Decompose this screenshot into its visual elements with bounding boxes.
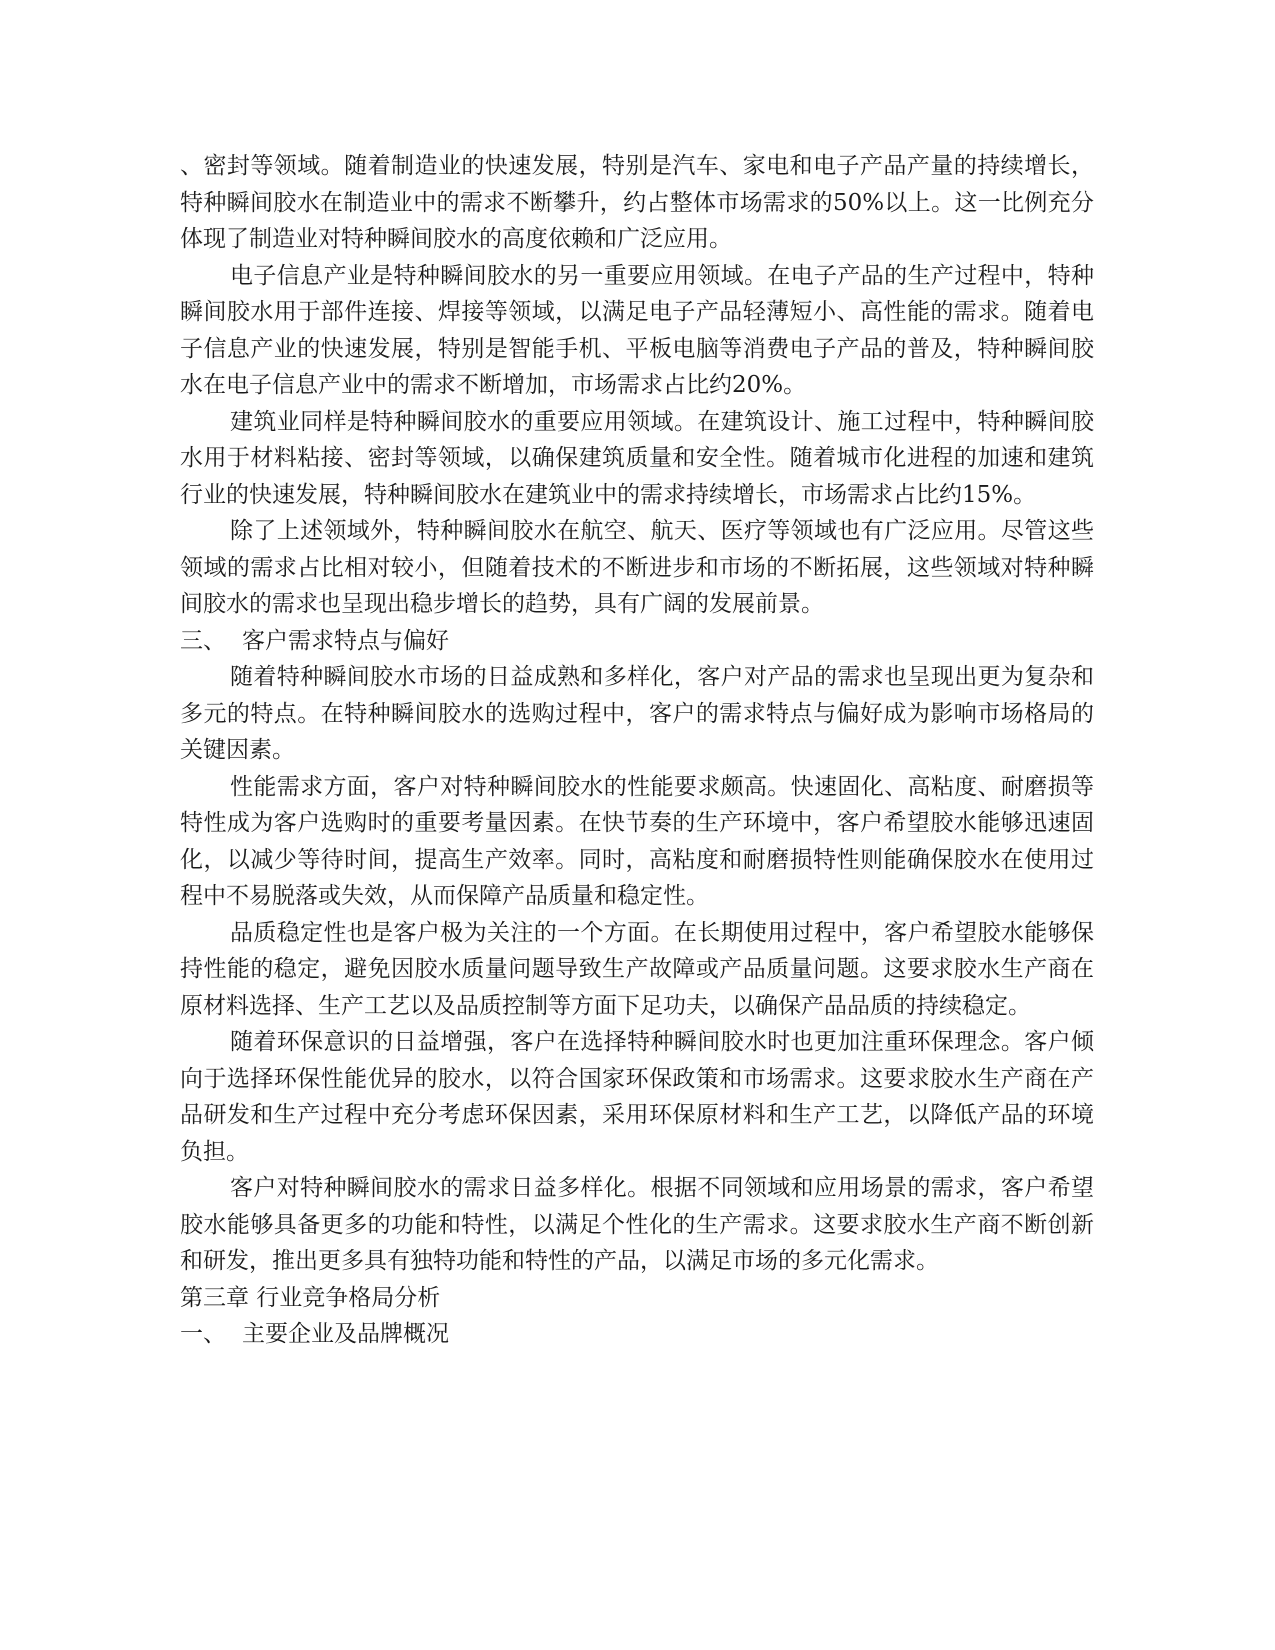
paragraph-other-fields: 除了上述领域外，特种瞬间胶水在航空、航天、医疗等领域也有广泛应用。尽管这些领域的需求占比相对较小，但随着技术的不断进步和市场的不断拓展，这些领域对特种瞬间胶水的需求也呈现出稳步增长的趋势，具有广阔的发展前景。: [180, 518, 1094, 617]
section-number: 三、: [180, 627, 226, 654]
section-number: 一、: [180, 1321, 226, 1347]
chapter-heading: 第三章 行业竞争格局分析: [180, 1284, 441, 1311]
section-title: 主要企业及品牌概况: [242, 1321, 449, 1347]
paragraph-diversification: 客户对特种瞬间胶水的需求日益多样化。根据不同领域和应用场景的需求，客户希望胶水能够具备更多的功能和特性，以满足个性化的生产需求。这要求胶水生产商不断创新和研发，推出更多具有独特功能和特性的产品，以满足市场的多元化需求。: [180, 1175, 1094, 1274]
paragraph-continuation: 、密封等领域。随着制造业的快速发展，特别是汽车、家电和电子产品产量的持续增长，特种瞬间胶水在制造业中的需求不断攀升，约占整体市场需求的50%以上。这一比例充分体现了制造业对特种瞬间胶水的高度依赖和广泛应用。: [180, 153, 1094, 252]
paragraph-environmental: 随着环保意识的日益增强，客户在选择特种瞬间胶水时也更加注重环保理念。客户倾向于选择环保性能优异的胶水，以符合国家环保政策和市场需求。这要求胶水生产商在产品研发和生产过程中充分考虑环保因素，采用环保原材料和生产工艺，以降低产品的环境负担。: [180, 1029, 1094, 1165]
section-heading-major-companies: [180, 1316, 1094, 1353]
paragraph-electronics: 电子信息产业是特种瞬间胶水的另一重要应用领域。在电子产品的生产过程中，特种瞬间胶水用于部件连接、焊接等领域，以满足电子产品轻薄短小、高性能的需求。随着电子信息产业的快速发展，特别是智能手机、平板电脑等消费电子产品的普及，特种瞬间胶水在电子信息产业中的需求不断增加，市场需求占比约20%。: [180, 262, 1094, 398]
section-heading-customer-needs: [180, 623, 1094, 660]
paragraph-market-maturity: 随着特种瞬间胶水市场的日益成熟和多样化，客户对产品的需求也呈现出更为复杂和多元的特点。在特种瞬间胶水的选购过程中，客户的需求特点与偏好成为影响市场格局的关键因素。: [180, 664, 1094, 763]
paragraph-quality-stability: 品质稳定性也是客户极为关注的一个方面。在长期使用过程中，客户希望胶水能够保持性能的稳定，避免因胶水质量问题导致生产故障或产品质量问题。这要求胶水生产商在原材料选择、生产工艺以及品质控制等方面下足功夫，以确保产品品质的持续稳定。: [180, 919, 1094, 1019]
document-page: [180, 148, 1094, 1353]
paragraph-performance: 性能需求方面，客户对特种瞬间胶水的性能要求颇高。快速固化、高粘度、耐磨损等特性成为客户选购时的重要考量因素。在快节奏的生产环境中，客户希望胶水能够迅速固化，以减少等待时间，提高生产效率。同时，高粘度和耐磨损特性则能确保胶水在使用过程中不易脱落或失效，从而保障产品质量和稳定性。: [180, 773, 1094, 909]
section-title: 客户需求特点与偏好: [242, 627, 449, 654]
paragraph-construction: 建筑业同样是特种瞬间胶水的重要应用领域。在建筑设计、施工过程中，特种瞬间胶水用于材料粘接、密封等领域，以确保建筑质量和安全性。随着城市化进程的加速和建筑行业的快速发展，特种瞬间胶水在建筑业中的需求持续增长，市场需求占比约15%。: [180, 408, 1094, 508]
